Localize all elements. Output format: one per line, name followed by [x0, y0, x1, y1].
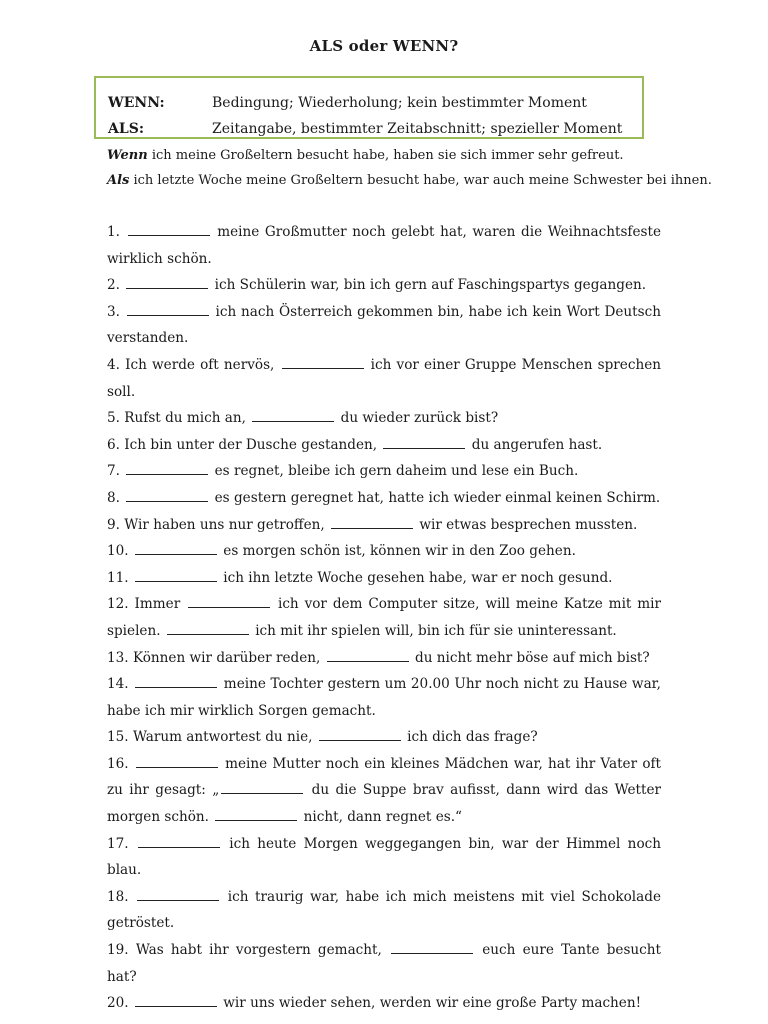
exercise-text: Ich werde oft nervös,: [119, 356, 280, 373]
exercise-item: [107, 724, 661, 751]
exercise-item: [107, 671, 661, 724]
blank-gap[interactable]: [138, 834, 220, 848]
exercise-text: wir etwas besprechen mussten.: [415, 516, 638, 533]
example-keyword: Wenn: [107, 148, 148, 163]
exercise-text: ich dich das frage?: [402, 729, 538, 746]
exercise-number: 14.: [107, 676, 129, 693]
blank-gap[interactable]: [391, 940, 473, 954]
exercise-item: [107, 645, 661, 672]
exercise-item: [107, 219, 661, 272]
exercise-item: [107, 884, 661, 937]
exercise-text: ich traurig war, habe ich mich meistens mit viel Schokolade getröstet.: [107, 888, 662, 932]
exercise-number: 4.: [107, 356, 120, 373]
exercise-number: 9.: [107, 516, 120, 533]
exercise-number: 16.: [107, 755, 129, 772]
exercise-text: ich Schülerin war, bin ich gern auf Faschingspartys gegangen.: [210, 277, 647, 294]
blank-gap[interactable]: [188, 594, 270, 608]
exercise-item: [107, 937, 661, 990]
exercise-item: [107, 299, 661, 352]
blank-gap[interactable]: [135, 993, 217, 1007]
exercise-number: 8.: [107, 489, 120, 506]
exercise-number: 10.: [107, 543, 129, 560]
blank-gap[interactable]: [128, 222, 210, 236]
definition-term: WENN:: [108, 95, 165, 111]
exercise-text: Rufst du mich an,: [119, 410, 251, 427]
exercise-text: ich vor einer Gruppe Menschen sprechen soll.: [107, 356, 661, 400]
exercise-item: [107, 272, 661, 299]
exercise-text: du angerufen hast.: [467, 436, 603, 453]
exercise-number: 15.: [107, 729, 129, 746]
exercise-text: Was habt ihr vorgestern gemacht,: [128, 942, 390, 959]
exercise-text: Immer: [128, 596, 187, 613]
exercise-text: ich nach Österreich gekommen bin, habe ich kein Wort Deutsch verstanden.: [107, 303, 661, 347]
blank-gap[interactable]: [126, 461, 208, 475]
example-text: ich letzte Woche meine Großeltern besucht habe, war auch meine Schwester bei ihnen.: [129, 173, 712, 188]
exercise-text: meine Tochter gestern um 20.00 Uhr noch nicht zu Hause war, habe ich mir wirklich Sorgen gemacht.: [107, 676, 661, 719]
exercise-number: 20.: [107, 995, 129, 1012]
exercise-number: 18.: [107, 888, 129, 905]
blank-gap[interactable]: [127, 302, 209, 316]
exercise-text: du die Suppe brav aufisst, dann wird das Wetter morgen schön.: [107, 782, 661, 826]
blank-gap[interactable]: [282, 355, 364, 369]
exercise-text: Ich bin unter der Dusche gestanden,: [119, 436, 382, 453]
blank-gap[interactable]: [221, 780, 303, 794]
blank-gap[interactable]: [135, 674, 217, 688]
exercise-item: [107, 432, 661, 459]
definition-term: ALS:: [108, 121, 144, 137]
exercise-number: 7.: [107, 463, 120, 480]
exercise-item: [107, 485, 661, 512]
exercise-text: meine Mutter noch ein kleines Mädchen war, hat ihr Vater oft zu ihr gesagt: „: [107, 755, 662, 799]
exercise-text: Können wir darüber reden,: [128, 649, 325, 666]
exercise-text: es regnet, bleibe ich gern daheim und lese ein Buch.: [210, 463, 579, 480]
blank-gap[interactable]: [252, 408, 334, 422]
exercise-text: Wir haben uns nur getroffen,: [119, 516, 330, 533]
exercise-number: 3.: [107, 303, 120, 320]
exercise-item: [107, 458, 661, 485]
exercise-number: 13.: [107, 649, 129, 666]
exercise-text: es gestern geregnet hat, hatte ich wieder einmal keinen Schirm.: [210, 489, 661, 506]
exercise-item: [107, 751, 661, 831]
blank-gap[interactable]: [215, 807, 297, 821]
exercise-item: [107, 565, 661, 592]
exercise-text: ich mit ihr spielen will, bin ich für sie uninteressant.: [250, 622, 617, 639]
exercise-text: du nicht mehr böse auf mich bist?: [410, 649, 650, 666]
exercise-text: ich vor dem Computer sitze, will meine Katze mit mir spielen.: [107, 596, 661, 639]
exercise-text: meine Großmutter noch gelebt hat, waren die Weihnachtsfeste wirklich schön.: [107, 224, 661, 267]
exercise-text: es morgen schön ist, können wir in den Zoo gehen.: [218, 543, 576, 560]
blank-gap[interactable]: [331, 515, 413, 529]
exercise-text: Warum antwortest du nie,: [128, 729, 317, 746]
page-title: ALS oder WENN?: [309, 37, 459, 55]
blank-gap[interactable]: [126, 488, 208, 502]
exercise-text: euch eure Tante besucht hat?: [107, 942, 662, 985]
exercise-item: [107, 831, 661, 884]
exercise-list: [107, 219, 661, 1017]
blank-gap[interactable]: [126, 275, 208, 289]
exercise-number: 19.: [107, 942, 129, 959]
exercise-text: ich heute Morgen weggegangen bin, war der Himmel noch blau.: [107, 835, 661, 879]
definition-box: [94, 76, 644, 139]
exercise-item: [107, 405, 661, 432]
exercise-item: [107, 591, 661, 644]
definition-desc: Bedingung; Wiederholung; kein bestimmter Moment: [212, 95, 587, 111]
exercise-number: 11.: [107, 569, 129, 586]
blank-gap[interactable]: [136, 754, 218, 768]
example-sentence-wenn: [107, 148, 624, 163]
blank-gap[interactable]: [137, 887, 219, 901]
example-keyword: Als: [107, 173, 130, 188]
exercise-text: du wieder zurück bist?: [336, 410, 499, 427]
blank-gap[interactable]: [135, 568, 217, 582]
blank-gap[interactable]: [319, 727, 401, 741]
exercise-item: [107, 512, 661, 539]
definition-desc: Zeitangabe, bestimmter Zeitabschnitt; spezieller Moment: [212, 121, 623, 137]
exercise-item: [107, 538, 661, 565]
exercise-number: 2.: [107, 277, 120, 294]
example-text: ich meine Großeltern besucht habe, haben sie sich immer sehr gefreut.: [147, 148, 624, 163]
exercise-number: 12.: [107, 596, 129, 613]
exercise-number: 1.: [107, 224, 120, 240]
exercise-text: wir uns wieder sehen, werden wir eine große Party machen!: [218, 995, 642, 1012]
blank-gap[interactable]: [327, 648, 409, 662]
exercise-number: 5.: [107, 410, 120, 427]
exercise-number: 17.: [107, 835, 129, 852]
exercise-item: [107, 990, 661, 1017]
exercise-text: nicht, dann regnet es.“: [299, 809, 462, 826]
blank-gap[interactable]: [167, 621, 249, 635]
exercise-item: [107, 352, 661, 405]
exercise-text: ich ihn letzte Woche gesehen habe, war er noch gesund.: [218, 569, 613, 586]
example-sentence-als: [107, 173, 712, 188]
blank-gap[interactable]: [383, 435, 465, 449]
blank-gap[interactable]: [135, 541, 217, 555]
exercise-number: 6.: [107, 436, 120, 453]
